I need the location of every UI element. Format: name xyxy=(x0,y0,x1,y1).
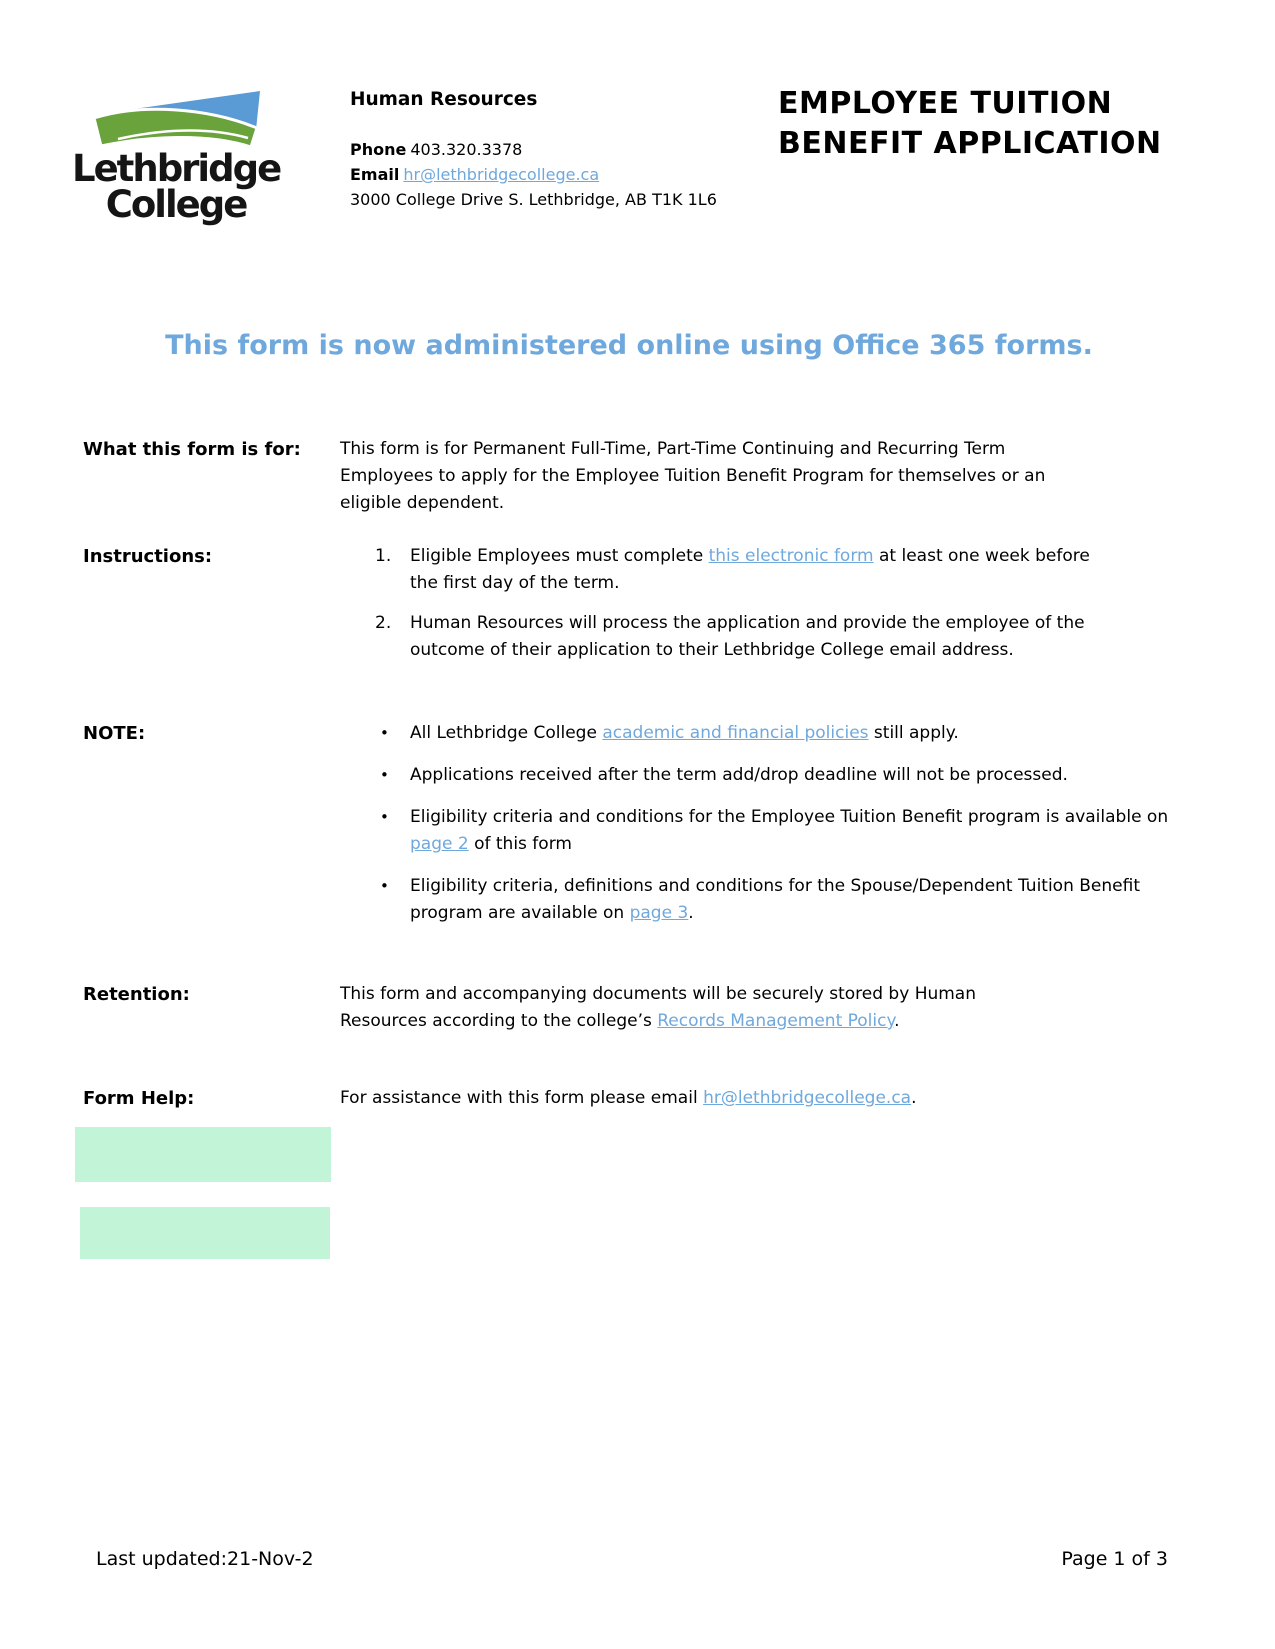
phone-number: 403.320.3378 xyxy=(410,140,523,159)
list-item xyxy=(375,543,1110,597)
form-help-email-link[interactable]: hr@lethbridgecollege.ca xyxy=(703,1088,912,1108)
policies-link[interactable]: academic and financial policies xyxy=(602,723,869,743)
section-retention-label: Retention: xyxy=(83,984,190,1005)
page-3-link[interactable]: page 3 xyxy=(629,903,689,923)
list-item xyxy=(380,804,1180,858)
logo-swoosh-icon xyxy=(90,90,262,148)
list-item xyxy=(380,873,1180,927)
section-form-help-label: Form Help: xyxy=(83,1088,195,1109)
hr-email-link[interactable]: hr@lethbridgecollege.ca xyxy=(403,165,600,184)
phone-label: Phone xyxy=(350,140,407,159)
form-title-line2: BENEFIT APPLICATION xyxy=(778,126,1162,161)
last-updated-text: Last updated:21-Nov-2 xyxy=(96,1548,314,1570)
bullet-icon: • xyxy=(380,724,389,742)
text-segment: . xyxy=(911,1088,917,1108)
text-segment: This form and accompanying documents will be securely stored by Human Resources according to the college’s xyxy=(340,984,976,1031)
department-heading: Human Resources xyxy=(350,89,538,110)
page-number: Page 1 of 3 xyxy=(1061,1548,1168,1570)
text-segment: Eligibility criteria, definitions and conditions for the Spouse/Dependent Tuition Benefit program are available on xyxy=(410,876,1140,923)
contact-block xyxy=(350,90,717,212)
section-retention-text xyxy=(340,981,1040,1035)
list-item xyxy=(375,610,1110,664)
list-item-text xyxy=(410,720,1180,747)
section-form-help-text xyxy=(340,1085,1120,1112)
form-title-line1: EMPLOYEE TUITION xyxy=(778,86,1113,121)
address-line: 3000 College Drive S. Lethbridge, AB T1K 1L6 xyxy=(350,190,717,209)
green-highlight-block-1 xyxy=(75,1127,331,1182)
list-item-text xyxy=(410,762,1180,789)
note-list xyxy=(340,720,1180,942)
text-segment: For assistance with this form please email xyxy=(340,1088,704,1108)
logo-text-college: College xyxy=(105,183,247,226)
text-segment: All Lethbridge College xyxy=(410,723,603,743)
text-segment: still apply. xyxy=(868,723,959,743)
list-item-text xyxy=(410,873,1180,927)
text-segment: of this form xyxy=(468,834,572,854)
list-item-text xyxy=(410,543,1110,597)
logo xyxy=(72,90,281,226)
bullet-icon: • xyxy=(380,766,389,784)
list-item-number: 1. xyxy=(375,546,392,566)
text-segment: Human Resources will process the application and provide the employee of the outcome of their application to their Lethbridge College email address. xyxy=(410,613,1085,660)
email-row xyxy=(350,162,717,187)
page-2-link[interactable]: page 2 xyxy=(410,834,469,854)
text-segment: . xyxy=(688,903,694,923)
online-form-banner: This form is now administered online using Office 365 forms. xyxy=(165,330,1093,361)
list-item-number: 2. xyxy=(375,613,392,633)
list-item-text xyxy=(410,804,1180,858)
list-item-text xyxy=(410,610,1110,664)
text-segment: Eligible Employees must complete xyxy=(410,546,709,566)
section-note-label: NOTE: xyxy=(83,723,146,744)
phone-row xyxy=(350,137,717,162)
text-segment: Eligibility criteria and conditions for the Employee Tuition Benefit program is available on xyxy=(410,807,1169,827)
electronic-form-link[interactable]: this electronic form xyxy=(708,546,874,566)
section-what-for-text: This form is for Permanent Full-Time, Part-Time Continuing and Recurring Term Employees to apply for the Employee Tuition Benefit Program for themselves or an eligible dependent. xyxy=(340,439,1046,513)
email-label: Email xyxy=(350,165,400,184)
text-segment: Applications received after the term add/drop deadline will not be processed. xyxy=(410,765,1068,785)
list-item xyxy=(380,720,1180,747)
section-what-for-label: What this form is for: xyxy=(83,439,301,460)
bullet-icon: • xyxy=(380,808,389,826)
instructions-list xyxy=(340,543,1110,677)
section-instructions-label: Instructions: xyxy=(83,546,213,567)
logo-text-lethbridge: Lethbridge xyxy=(72,147,281,190)
green-highlight-block-2 xyxy=(80,1207,330,1259)
text-segment: . xyxy=(894,1011,900,1031)
text-segment: at least one week before the first day of the term. xyxy=(410,546,1090,593)
bullet-icon: • xyxy=(380,877,389,895)
list-item xyxy=(380,762,1180,789)
records-policy-link[interactable]: Records Management Policy xyxy=(657,1011,895,1031)
form-title xyxy=(778,84,1162,164)
